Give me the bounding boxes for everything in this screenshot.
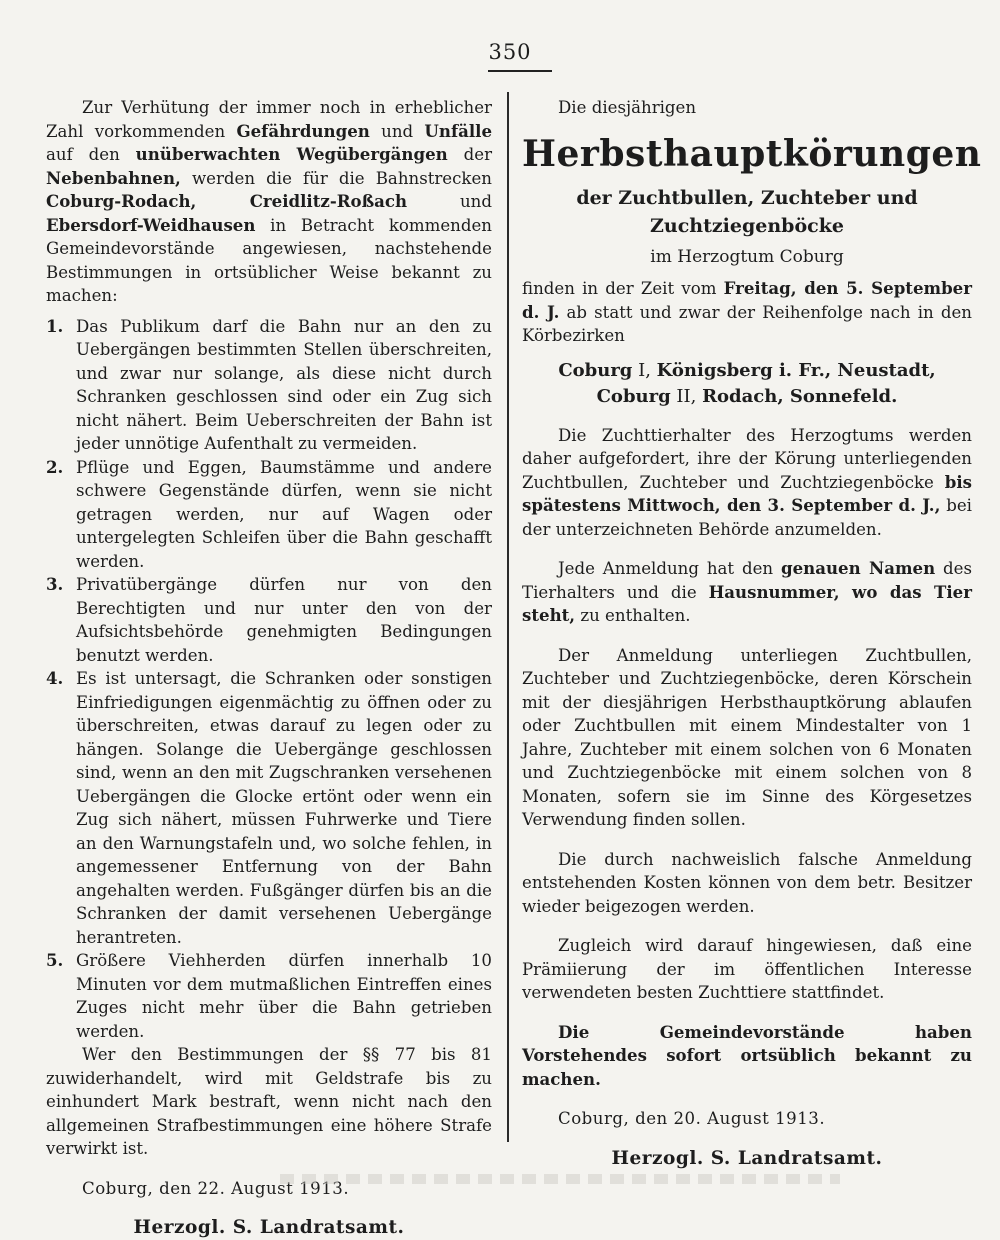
rule-item — [46, 949, 492, 1043]
rule-item — [46, 667, 492, 949]
column-divider — [507, 92, 509, 1142]
bold-phrase: Hausnummer, wo das Tier steht, — [522, 581, 972, 625]
dateline: Coburg, den 22. August 1913. — [82, 1178, 350, 1198]
penalty-paragraph: Wer den Bestimmungen der §§ 77 bis 81 zuwiderhandelt, wird mit Geldstrafe bis zu einhundert Mark bestraft, wenn nicht nach den allgemeinen Strafbestimmungen eine höhere Strafe verwirkt ist. — [46, 1045, 492, 1158]
dateline: Coburg, den 20. August 1913. — [558, 1109, 826, 1128]
page-number: 350 — [488, 40, 532, 64]
registration-paragraph: Die Zuchttierhalter des Herzogtums werden daher aufgefordert, ihre der Körung unterliegenden Zuchtbullen, Zuchteber und Zuchtziegenböcke bis spätestens Mittwoch, den 3. September d. J., bei der unterzeichneten Behörde anzumelden. — [522, 425, 972, 539]
bold-phrase: Nebenbahnen, — [46, 167, 181, 188]
rule-text: Privatübergänge dürfen nur von den Berechtigten und nur unter den von der Aufsichtsbehörde genehmigten Bedingungen benutzt werden. — [76, 575, 492, 665]
rules-list — [46, 315, 492, 1044]
faded-footer-imprint — [280, 1174, 840, 1184]
district-list: Coburg I, Königsberg i. Fr., Neustadt, Coburg II, Rodach, Sonnefeld. — [558, 359, 936, 407]
rule-text: Größere Viehherden dürfen innerhalb 10 Minuten vor dem mutmaßlichen Eintreffen eines Zuges nicht mehr über die Bahn getrieben werden. — [76, 951, 492, 1041]
announcement-intro: Die diesjährigen — [558, 98, 697, 117]
bold-phrase: Ebersdorf-Weidhausen — [46, 214, 256, 235]
schedule-paragraph: finden in der Zeit vom Freitag, den 5. September d. J. ab statt und zwar der Reihenfolge nach in den Körbezirken — [522, 278, 972, 345]
rule-text: Es ist untersagt, die Schranken oder sonstigen Einfriedigungen eigenmächtig zu öffnen oder zu überschreiten, etwas darauf zu legen oder zu hängen. Solange die Uebergänge geschlossen sind, wenn an den mit Zugschranken versehenen Uebergängen die Glocke ertönt oder wenn ein Zug sich nähert, müssen Fuhrwerke und Tiere an den Warnungstafeln und, wo solche fehlen, in angemessener Entfernung von der Bahn angehalten werden. Fußgänger dürfen bis an die Schranken der damit versehenen Uebergänge herantreten. — [76, 669, 492, 947]
left-column — [46, 96, 492, 1240]
bold-phrase: unüberwachten Wegübergängen — [135, 144, 448, 164]
award-paragraph: Zugleich wird darauf hingewiesen, daß eine Prämiierung der im öffentlichen Interesse verwendeten besten Zuchttiere stattfindet. — [522, 936, 972, 1002]
bold-phrase: bis spätestens Mittwoch, den 3. September d. J., — [522, 471, 972, 515]
rule-item — [46, 315, 492, 456]
bold-phrase: Freitag, den 5. September d. J. — [522, 278, 972, 322]
rule-item — [46, 573, 492, 667]
instruction-paragraph: Die Gemeindevorstände haben Vorstehendes sofort ortsüblich bekannt zu machen. — [522, 1021, 972, 1089]
subheadline: der Zuchtbullen, Zuchteber und Zuchtziegenböcke — [576, 186, 918, 237]
signature: Herzogl. S. Landratsamt. — [611, 1147, 883, 1169]
rule-number: 4. — [46, 668, 64, 688]
rule-item — [46, 456, 492, 574]
bold-phrase: Gefährdungen — [236, 120, 370, 141]
rule-number: 2. — [46, 456, 64, 477]
signature: Herzogl. S. Landratsamt. — [133, 1217, 405, 1238]
eligibility-paragraph: Der Anmeldung unterliegen Zuchtbullen, Zuchteber und Zuchtziegenböcke, deren Körschein mit der diesjährigen Herbsthauptkörung ablaufen oder Zuchtbullen mit einem Mindestalter von 1 Jahre, Zuchteber mit einem solchen von 6 Monaten und Zuchtziegenböcke mit einem solchen von 8 Monaten, sofern sie im Sinne des Körgesetzes Verwendung finden sollen. — [522, 645, 972, 829]
rule-text: Das Publikum darf die Bahn nur an den zu Uebergängen bestimmten Stellen überschreiten, und zwar nur solange, als diese nicht durch Schranken geschlossen sind oder ein Zug sich nicht nähert. Beim Ueberschreiten der Bahn ist jeder unnötige Aufenthalt zu vermeiden. — [76, 316, 492, 453]
rule-number: 3. — [46, 574, 64, 594]
rule-number: 5. — [46, 950, 64, 970]
right-column — [522, 96, 982, 1170]
bold-phrase: Coburg-Rodach, Creidlitz-Roßach — [46, 191, 408, 211]
costs-paragraph: Die durch nachweislich falsche Anmeldung entstehenden Kosten können von dem betr. Besitzer wieder beigezogen werden. — [522, 849, 972, 916]
bold-phrase: Unfälle — [424, 120, 493, 141]
region-line: im Herzogtum Coburg — [650, 246, 844, 267]
railway-notice-intro: Zur Verhütung der immer noch in erheblicher Zahl vorkommenden Gefährdungen und Unfälle auf den unüberwachten Wegübergängen der Nebenbahnen, werden die für die Bahnstrecken Coburg-Rodach, Creidlitz-Roßach und Ebersdorf-Weidhausen in Betracht kommenden Gemeindevorstände angewiesen, nachstehende Bestimmungen in ortsüblicher Weise bekannt zu machen: — [46, 98, 493, 305]
headline: Herbsthauptkörungen — [522, 132, 982, 175]
page-number-rule — [488, 70, 552, 72]
registration-content-paragraph: Jede Anmeldung hat den genauen Namen des Tierhalters und die Hausnummer, wo das Tier steht, zu enthalten. — [522, 558, 973, 625]
rule-text: Pflüge und Eggen, Baumstämme und andere schwere Gegenstände dürfen, wenn sie nicht getragen werden, nur auf Wagen oder untergelegten Schleifen über die Bahn geschafft werden. — [76, 457, 492, 571]
bold-phrase: genauen Namen — [781, 558, 936, 578]
rule-number: 1. — [46, 315, 64, 336]
